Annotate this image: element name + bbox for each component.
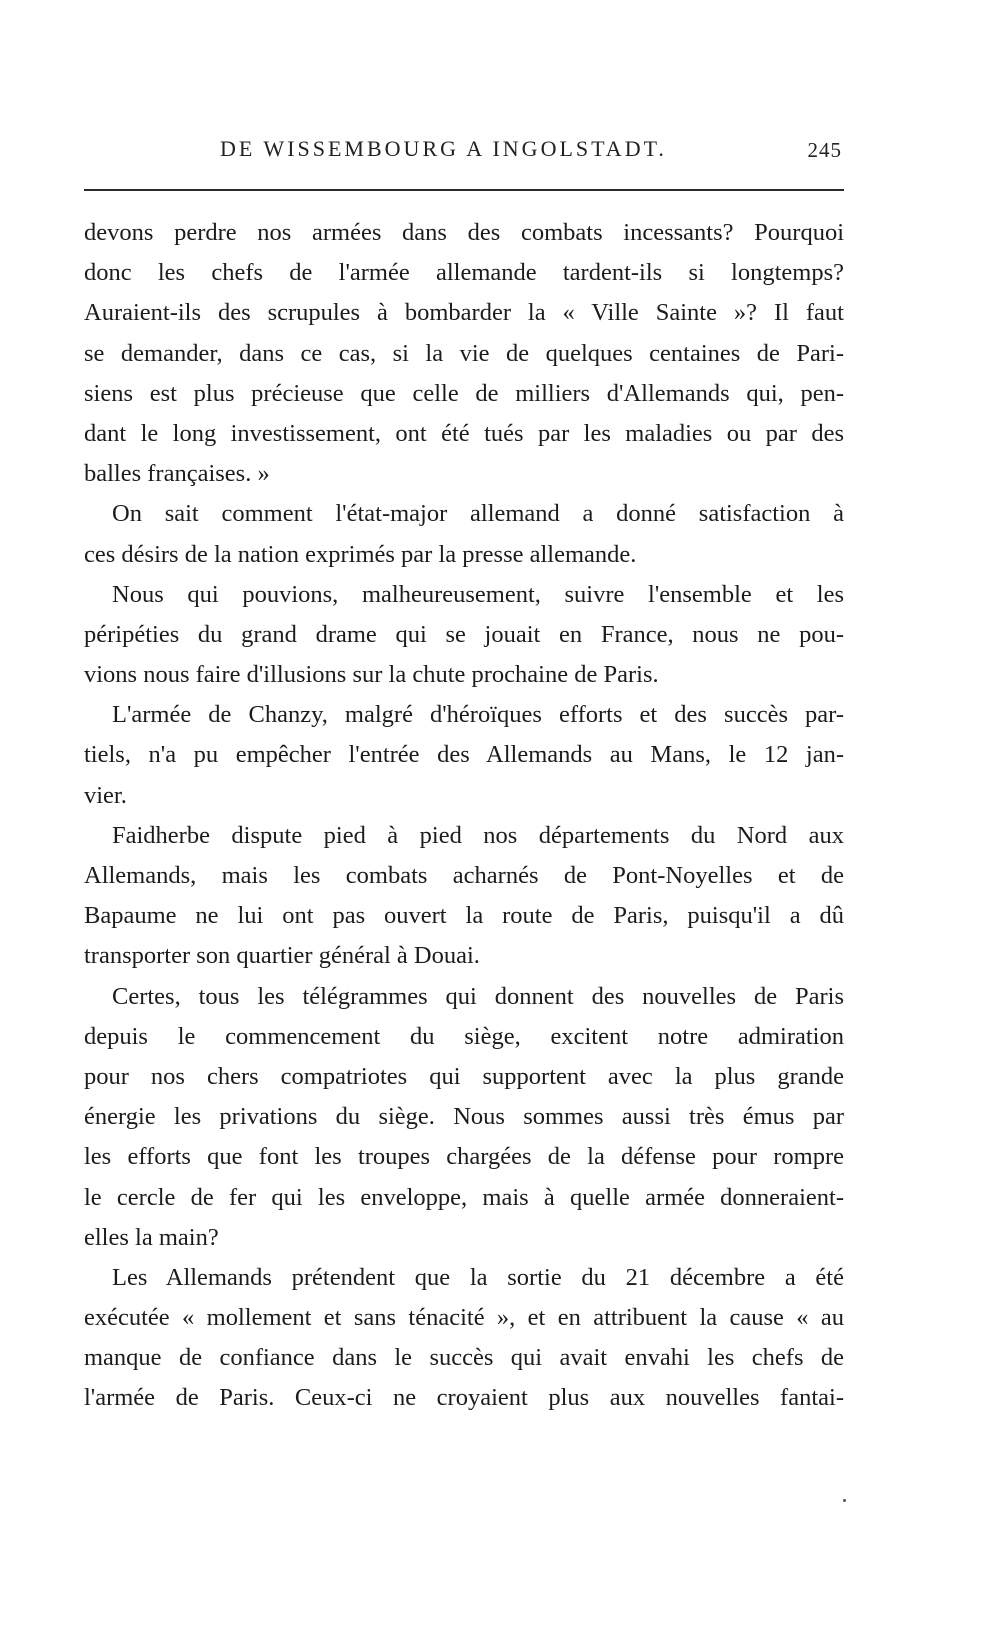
text-line: exécutée « mollement et sans ténacité », et en attribuent la cause « au — [84, 1304, 844, 1332]
text-line: vier. — [84, 781, 127, 809]
text-line: dant le long investissement, ont été tués par les maladies ou par des — [84, 419, 844, 447]
text-line: se demander, dans ce cas, si la vie de quelques centaines de Pari- — [84, 339, 844, 367]
text-line: ces désirs de la nation exprimés par la presse allemande. — [84, 540, 637, 568]
running-head — [84, 128, 844, 168]
text-line: On sait comment l'état-major allemand a donné satisfaction à — [112, 500, 844, 528]
running-title: DE WISSEMBOURG A INGOLSTADT. — [220, 136, 667, 161]
text-line: Faidherbe dispute pied à pied nos départements du Nord aux — [112, 821, 844, 849]
text-line: Allemands, mais les combats acharnés de Pont-Noyelles et de — [84, 862, 844, 889]
text-line: pour nos chers compatriotes qui supportent avec la plus grande — [84, 1062, 844, 1090]
page-number: 245 — [807, 138, 842, 162]
text-line: Les Allemands prétendent que la sortie du 21 décembre a été — [112, 1263, 844, 1291]
text-line: Nous qui pouvions, malheureusement, suivre l'ensemble et les — [112, 580, 844, 608]
text-line: depuis le commencement du siège, excitent notre admiration — [84, 1022, 844, 1050]
text-line: Certes, tous les télégrammes qui donnent des nouvelles de Paris — [112, 982, 844, 1010]
text-line: L'armée de Chanzy, malgré d'héroïques efforts et des succès par- — [112, 701, 844, 729]
text-line: elles la main? — [84, 1223, 219, 1251]
text-line: devons perdre nos armées dans des combats incessants? Pourquoi — [84, 219, 844, 246]
header-rule — [84, 189, 844, 191]
text-line: donc les chefs de l'armée allemande tardent-ils si longtemps? — [84, 259, 844, 287]
paper-speck — [843, 1499, 846, 1502]
body-text — [84, 213, 844, 1419]
text-line: balles françaises. » — [84, 460, 270, 488]
text-line: vions nous faire d'illusions sur la chute prochaine de Paris. — [84, 661, 659, 689]
text-line: siens est plus précieuse que celle de milliers d'Allemands qui, pen- — [84, 379, 844, 407]
text-line: péripéties du grand drame qui se jouait en France, nous ne pou- — [84, 620, 844, 648]
text-line: les efforts que font les troupes chargées de la défense pour rompre — [84, 1143, 844, 1171]
text-line: transporter son quartier général à Douai. — [84, 942, 480, 970]
text-line: tiels, n'a pu empêcher l'entrée des Allemands au Mans, le 12 jan- — [84, 741, 844, 769]
text-line: l'armée de Paris. Ceux-ci ne croyaient plus aux nouvelles fantai- — [84, 1384, 844, 1412]
text-line: énergie les privations du siège. Nous sommes aussi très émus par — [84, 1103, 844, 1131]
text-line: Auraient-ils des scrupules à bombarder la « Ville Sainte »? Il faut — [84, 299, 844, 327]
text-line: le cercle de fer qui les enveloppe, mais à quelle armée donneraient- — [84, 1183, 844, 1211]
text-line: manque de confiance dans le succès qui avait envahi les chefs de — [84, 1344, 844, 1372]
text-line: Bapaume ne lui ont pas ouvert la route de Paris, puisqu'il a dû — [84, 902, 844, 930]
